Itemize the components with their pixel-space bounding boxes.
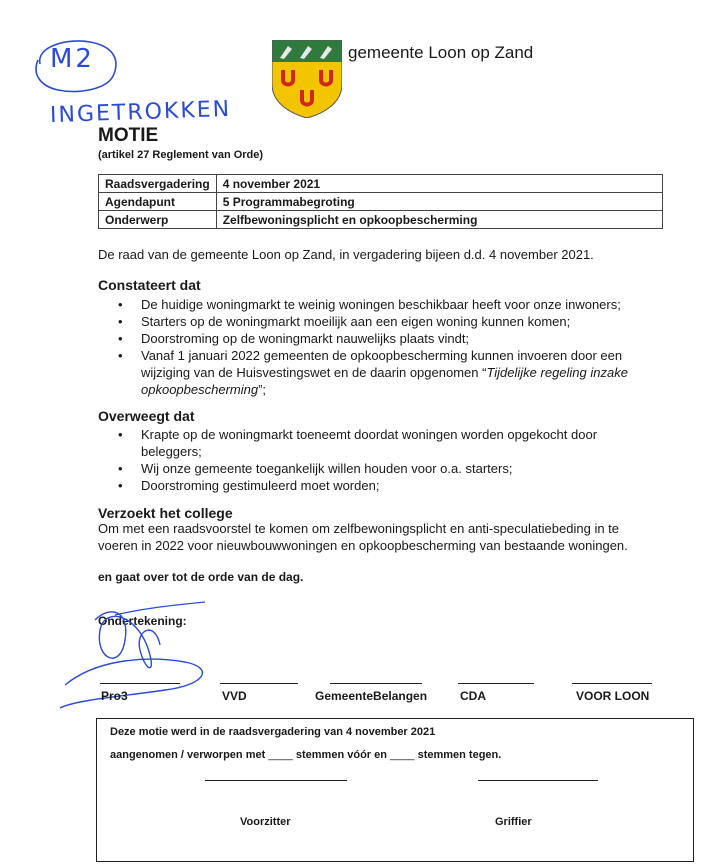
signature-line [572, 683, 652, 684]
vote-result-box [96, 718, 694, 862]
meta-table [98, 174, 663, 229]
meta-label: Onderwerp [99, 211, 217, 229]
vote-result-line [110, 749, 501, 761]
signature-line [100, 683, 180, 684]
party-label: GemeenteBelangen [315, 689, 428, 703]
coat-of-arms-icon [272, 40, 342, 118]
withdrawn-stamp-text: INGETROKKEN [49, 96, 232, 129]
document-title: MOTIE [98, 125, 159, 146]
list-item-line: Vanaf 1 januari 2022 gemeenten de opkoopbescherming kunnen invoeren door een [141, 348, 623, 363]
meta-value: Zelfbewoningsplicht en opkoopbescherming [216, 211, 662, 229]
request-line: voeren in 2022 voor nieuwbouwwoningen en opkoopbescherming van bestaande woningen. [98, 538, 628, 553]
meta-label: Raadsvergadering [99, 175, 217, 193]
vote-blank: ____ [390, 749, 415, 761]
list-item-line: wijziging van de Huisvestingswet en de daarin opgenomen “ [141, 365, 487, 380]
closing-text: en gaat over tot de orde van de dag. [98, 570, 304, 584]
list-item: • Doorstroming op de woningmarkt nauwelijks plaats vindt; [98, 330, 678, 347]
chair-signature-line [205, 780, 347, 781]
party-label: VOOR LOON [576, 689, 650, 703]
meta-row [99, 175, 663, 193]
constateert-list [98, 296, 678, 398]
meta-value: 5 Programmabegroting [216, 193, 662, 211]
chair-label: Voorzitter [240, 816, 291, 828]
section-heading: Verzoekt het college [98, 505, 233, 521]
meta-row [99, 193, 663, 211]
list-item [98, 347, 678, 398]
party-label: VVD [222, 689, 247, 703]
intro-text: De raad van de gemeente Loon op Zand, in vergadering bijeen d.d. 4 november 2021. [98, 247, 594, 262]
section-heading: Constateert dat [98, 277, 201, 293]
signature-line [330, 683, 422, 684]
list-item: • Krapte op de woningmarkt toeneemt doordat woningen worden opgekocht door beleggers; [98, 426, 628, 460]
regulation-name: Tijdelijke regeling inzake [486, 365, 628, 380]
section-heading: Overweegt dat [98, 408, 195, 424]
vote-text: stemmen vóór en [295, 749, 387, 761]
meta-row [99, 211, 663, 229]
regulation-name-cont: opkoopbescherming [141, 382, 259, 397]
list-item: • De huidige woningmarkt te weinig woningen beschikbaar heeft voor onze inwoners; [98, 296, 678, 313]
document-subtitle: (artikel 27 Reglement van Orde) [98, 149, 264, 161]
list-item-end: ”; [258, 382, 267, 397]
clerk-label: Griffier [495, 816, 532, 828]
signature-line [458, 683, 534, 684]
meta-label: Agendapunt [99, 193, 217, 211]
vote-text: stemmen tegen. [417, 749, 502, 761]
party-label: Pro3 [101, 689, 128, 703]
clerk-signature-line [478, 780, 598, 781]
overweegt-list [98, 426, 628, 494]
request-line: Om met een raadsvoorstel te komen om zelfbewoningsplicht en anti-speculatiebeding in te [98, 521, 620, 536]
signature-line [220, 683, 298, 684]
list-item: • Wij onze gemeente toegankelijk willen houden voor o.a. starters; [98, 460, 628, 477]
signature-scribble [55, 600, 215, 715]
list-item: • Doorstroming gestimuleerd moet worden; [98, 477, 628, 494]
vote-text: aangenomen / verworpen met [110, 749, 266, 761]
signature-label: Ondertekening: [98, 614, 187, 628]
meta-value: 4 november 2021 [216, 175, 662, 193]
vote-blank: ____ [268, 749, 293, 761]
municipality-name: gemeente Loon op Zand [348, 43, 534, 62]
circled-number-text: M2 [50, 44, 95, 74]
vote-result-line: Deze motie werd in de raadsvergadering van 4 november 2021 [110, 726, 436, 738]
party-label: CDA [460, 689, 486, 703]
list-item: • Starters op de woningmarkt moeilijk aan een eigen woning kunnen komen; [98, 313, 678, 330]
